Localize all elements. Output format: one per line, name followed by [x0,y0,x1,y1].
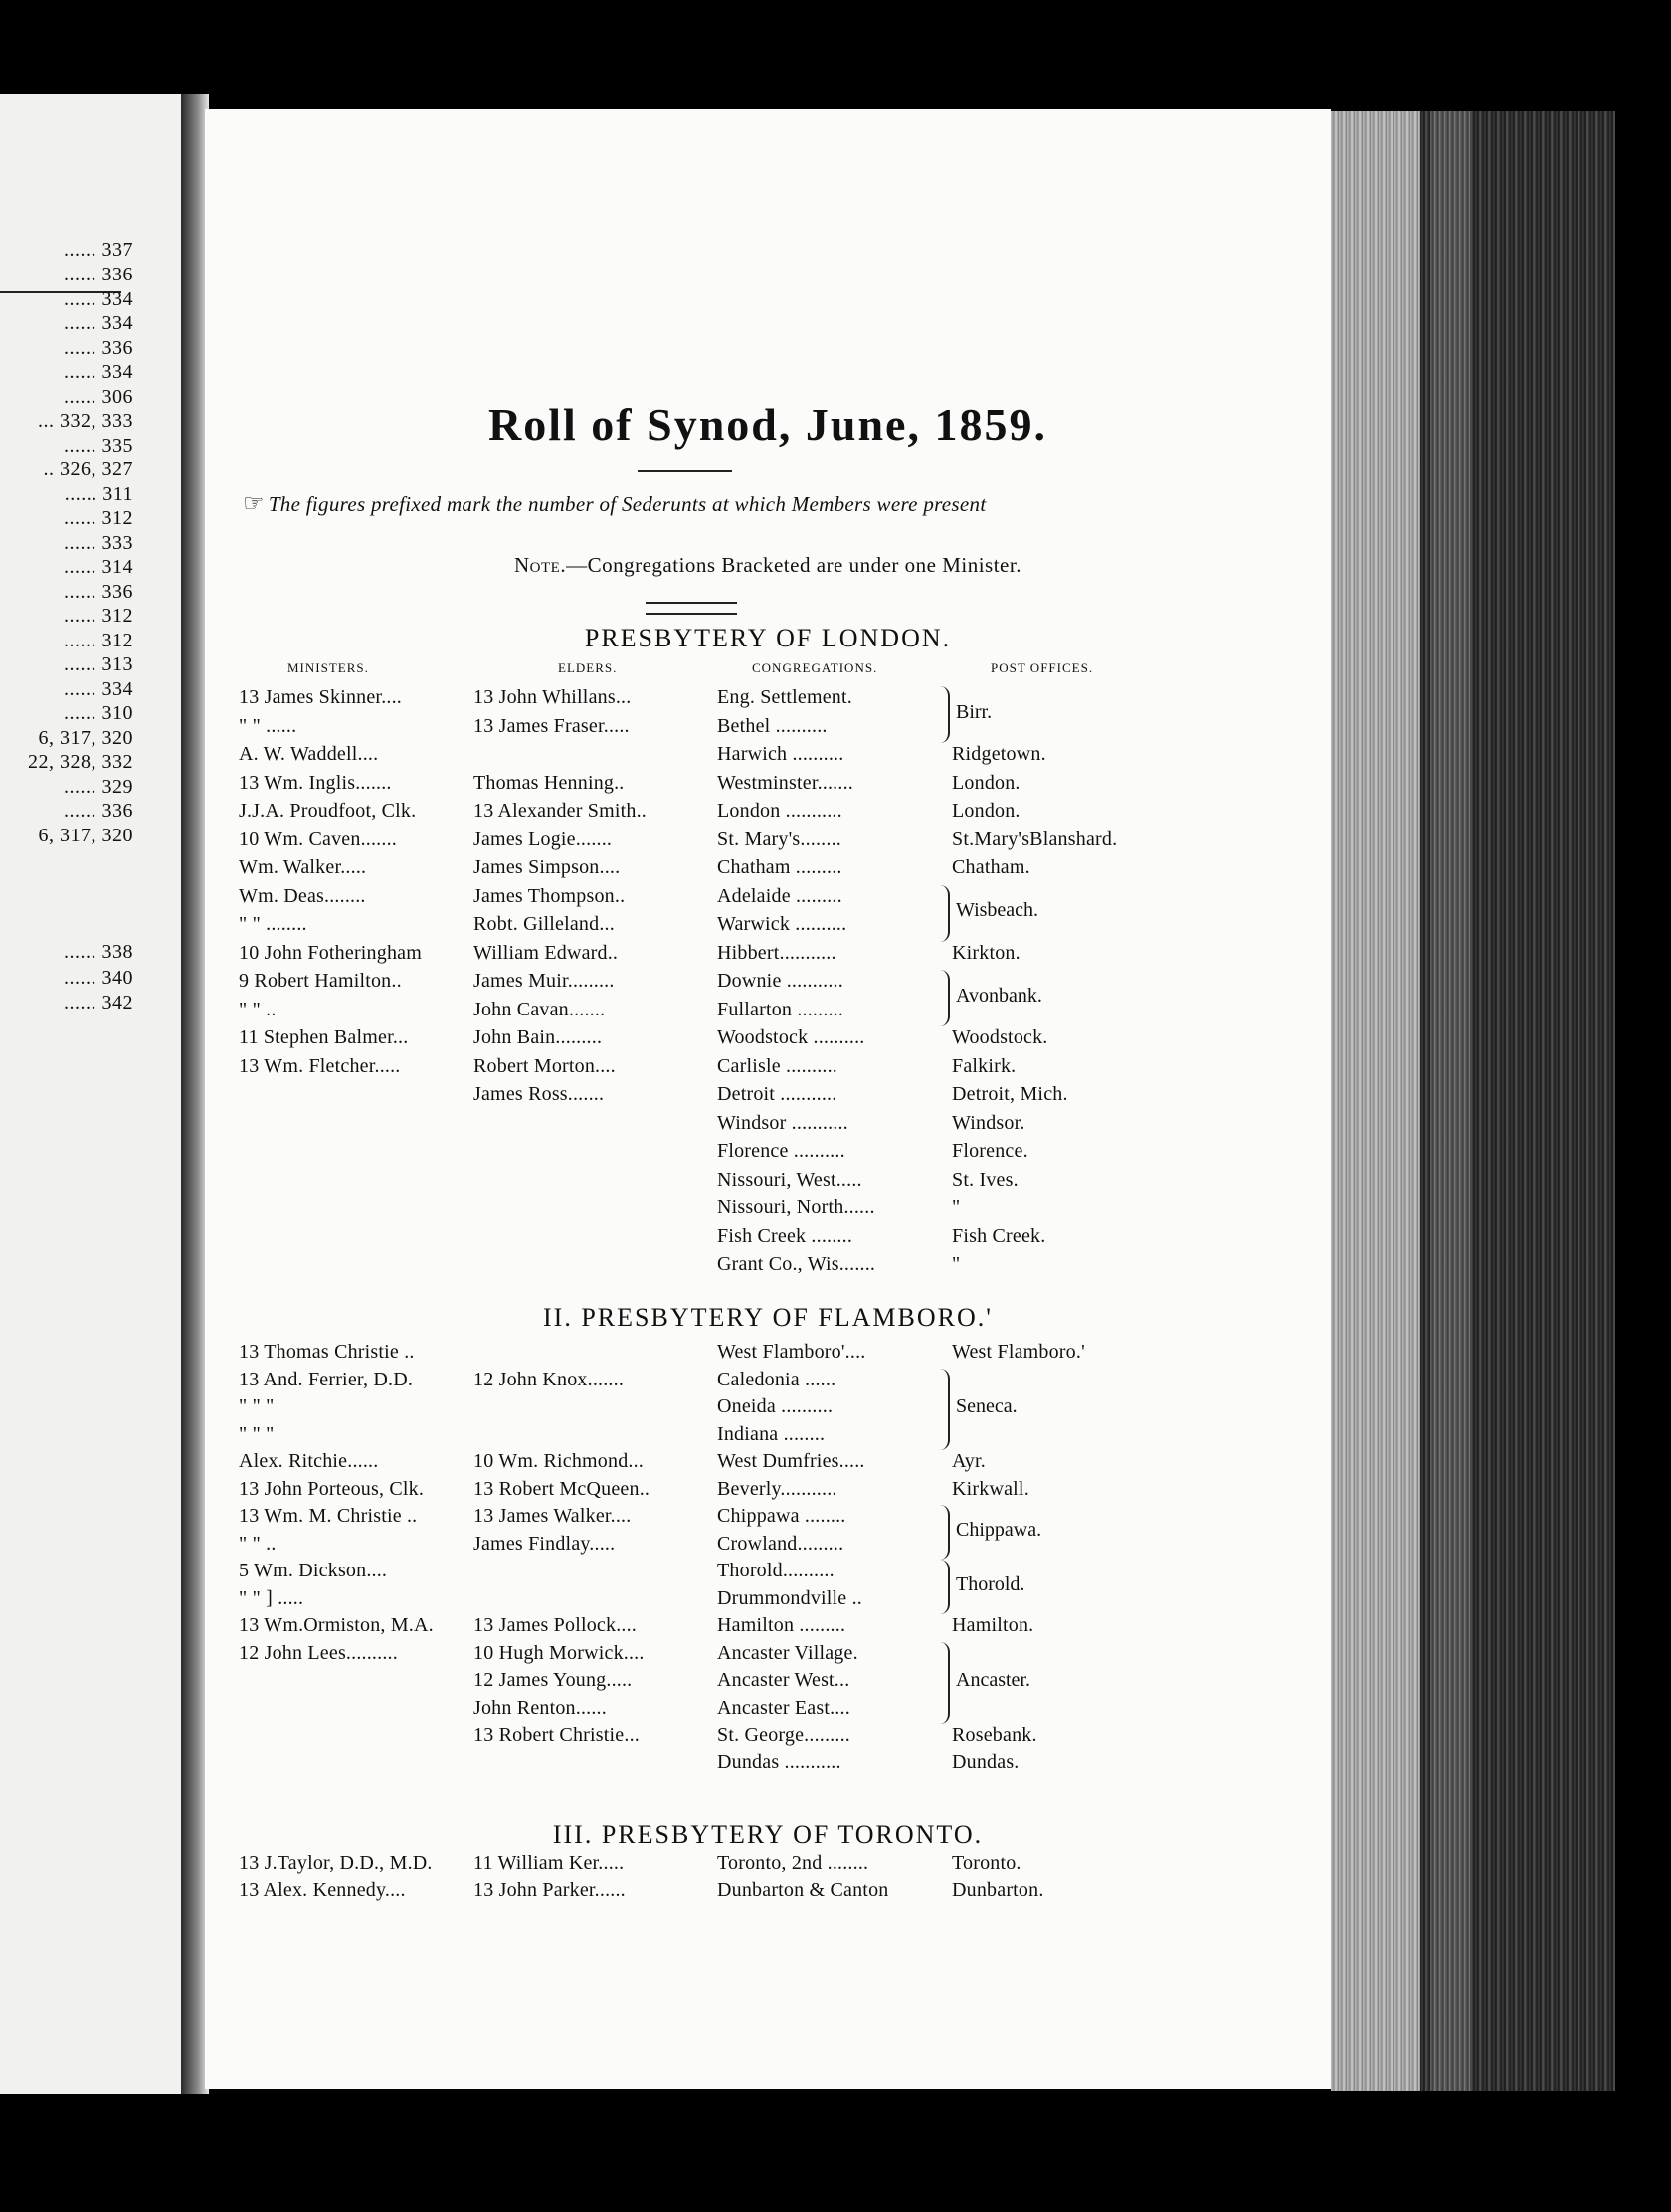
post-office-cell: London. [952,771,1021,794]
congregation-brace [934,1505,950,1560]
index-row: ...... 329 [64,776,133,798]
elder-cell: William Edward.. [473,941,619,964]
index-row: ...... 334 [64,678,133,700]
roll-row [205,1369,1331,1398]
congregation-brace [934,1560,950,1614]
minister-cell: " " " [239,1422,275,1445]
elder-cell: 10 Wm. Richmond... [473,1450,645,1472]
post-office-cell: Fish Creek. [952,1224,1046,1247]
heading-rule [646,602,737,604]
roll-row [205,1225,1331,1255]
minister-cell: A. W. Waddell.... [239,743,379,765]
roll-row [205,1140,1331,1170]
minister-cell: 10 John Fotheringham [239,941,422,964]
roll-row [205,1083,1331,1113]
congregation-cell: Detroit ........... [717,1083,837,1105]
congregation-cell: Caledonia ...... [717,1368,836,1390]
post-office-cell: Kirkton. [952,941,1021,964]
index-row: ...... 336 [64,581,133,603]
roll-row [205,772,1331,802]
roll-row [205,1478,1331,1508]
congregation-cell: Indiana ........ [717,1422,826,1445]
elder-cell: Robt. Gilleland... [473,913,615,935]
congregation-cell: Nissouri, North...... [717,1197,875,1218]
congregation-cell: Harwich .......... [717,743,844,765]
roll-row [205,1253,1331,1283]
column-header-ministers: MINISTERS. [287,660,369,675]
congregation-cell: Hibbert........... [717,941,836,964]
index-row: ...... 338 [64,941,133,963]
minister-cell: " " ] ..... [239,1586,304,1609]
index-row: ...... 314 [64,556,133,578]
facing-page [0,94,181,2094]
index-row: ...... 312 [64,507,133,529]
congregation-cell: Dundas ........... [717,1751,841,1773]
index-row: ...... 337 [64,239,133,261]
roll-row [205,1642,1331,1672]
congregation-cell: St. George......... [717,1724,850,1746]
minister-cell: 13 Thomas Christie .. [239,1341,415,1363]
post-office-cell: Windsor. [952,1111,1025,1134]
roll-row [205,829,1331,858]
index-row: ...... 334 [64,361,133,383]
minister-cell: " " ...... [239,714,297,737]
roll-row [205,1587,1331,1617]
index-row: ...... 334 [64,288,133,310]
index-row: ... 332, 333 [38,410,133,432]
minister-cell: Wm. Walker..... [239,856,367,878]
congregation-brace [934,1642,950,1725]
congregation-cell: London ........... [717,800,842,822]
bracketed-post-office: Avonbank. [956,984,1042,1007]
roll-row [205,715,1331,745]
roll-row [205,1505,1331,1535]
congregation-cell: Crowland......... [717,1532,844,1555]
post-office-cell: St. Ives. [952,1168,1019,1191]
title-rule [638,470,732,472]
elder-cell: 13 James Fraser..... [473,714,630,737]
congregation-cell: Downie ........... [717,970,843,992]
post-office-cell: London. [952,800,1021,822]
elder-cell: 11 William Ker..... [473,1852,625,1874]
congregation-cell: Eng. Settlement. [717,686,852,708]
congregation-cell: Drummondville .. [717,1586,862,1609]
minister-cell: 13 J.Taylor, D.D., M.D. [239,1852,433,1874]
congregation-cell: Grant Co., Wis....... [717,1253,876,1275]
roll-row [205,1669,1331,1699]
roll-row [205,686,1331,716]
minister-cell: " " ........ [239,913,307,935]
index-row: ...... 336 [64,264,133,285]
elder-cell: 12 John Knox....... [473,1368,625,1390]
elder-cell: John Cavan....... [473,998,606,1020]
index-row: ...... 311 [64,483,133,505]
minister-cell: 12 John Lees.......... [239,1641,398,1664]
congregation-cell: Ancaster West... [717,1669,850,1691]
bracketed-post-office: Birr. [956,700,993,723]
roll-row [205,1533,1331,1563]
index-row: .. 326, 327 [43,459,133,480]
post-office-cell: Ridgetown. [952,743,1046,765]
congregation-brace [934,885,950,942]
roll-row [205,1395,1331,1425]
roll-row [205,1751,1331,1781]
elder-cell: 13 John Whillans... [473,686,632,708]
minister-cell: 9 Robert Hamilton.. [239,970,402,992]
roll-page [205,109,1331,2089]
index-row: 6, 317, 320 [38,825,133,846]
index-row: ...... 336 [64,337,133,359]
bracket-note-label: Note. [514,553,567,577]
bracketed-post-office: Ancaster. [956,1668,1030,1691]
congregation-cell: Florence .......... [717,1140,845,1162]
congregation-cell: Hamilton ......... [717,1614,846,1636]
column-header-congregations: CONGREGATIONS. [752,660,878,675]
post-office-cell: Chatham. [952,856,1030,878]
presbytery-heading: III. PRESBYTERY OF TORONTO. [552,1820,984,1849]
post-office-cell: Florence. [952,1140,1028,1162]
minister-cell: 13 Wm. Inglis....... [239,771,392,794]
elder-cell: 10 Hugh Morwick.... [473,1641,645,1664]
roll-row [205,1112,1331,1142]
congregation-brace [934,686,950,743]
index-row: ...... 312 [64,630,133,651]
elder-cell: Thomas Henning.. [473,771,625,794]
minister-cell: " " " [239,1395,275,1417]
minister-cell: Alex. Ritchie...... [239,1450,379,1472]
post-office-cell: Dundas. [952,1751,1020,1773]
pointing-hand-icon: ☞ [243,491,265,517]
index-row: ...... 313 [64,653,133,675]
congregation-cell: Westminster....... [717,771,853,794]
roll-row [205,1560,1331,1589]
elder-cell: 13 Alexander Smith.. [473,800,647,822]
page-edges [1331,111,1615,2091]
note-rule [646,613,737,615]
index-row: 6, 317, 320 [38,727,133,749]
post-office-cell: Dunbarton. [952,1879,1044,1901]
presbytery-heading: PRESBYTERY OF LONDON. [584,624,952,652]
figures-note-text: The figures prefixed mark the number of Sederunts at which Members were present [268,492,987,516]
elder-cell: James Ross....... [473,1083,605,1105]
post-office-cell: Hamilton. [952,1614,1034,1636]
elder-cell: John Renton...... [473,1696,607,1719]
minister-cell: " " .. [239,998,277,1020]
index-row: ...... 310 [64,702,133,724]
post-office-cell: Falkirk. [952,1054,1017,1077]
congregation-cell: Oneida .......... [717,1395,834,1417]
congregation-cell: Warwick .......... [717,913,847,935]
elder-cell: 13 James Pollock.... [473,1614,637,1636]
congregation-cell: Beverly........... [717,1477,837,1500]
minister-cell: Wm. Deas........ [239,884,366,907]
bracket-note [205,553,1331,578]
roll-row [205,885,1331,915]
minister-cell: 11 Stephen Balmer... [239,1026,409,1048]
elder-cell: 13 James Walker.... [473,1505,632,1527]
index-row: ...... 312 [64,605,133,627]
roll-row [205,1724,1331,1753]
elder-cell: 13 John Parker...... [473,1879,626,1901]
elder-cell: James Logie....... [473,828,613,850]
congregation-cell: Ancaster East.... [717,1696,850,1719]
congregation-cell: Adelaide ......... [717,884,842,907]
index-row: ...... 335 [64,435,133,457]
index-row: ...... 340 [64,967,133,989]
roll-row [205,1697,1331,1727]
index-row: ...... 336 [64,800,133,822]
roll-row [205,1169,1331,1198]
minister-cell: 13 Alex. Kennedy.... [239,1879,406,1901]
column-header-elders: ELDERS. [558,660,618,675]
minister-cell: 10 Wm. Caven....... [239,828,397,850]
column-header-post-offices: POST OFFICES. [991,660,1094,675]
roll-row [205,1055,1331,1085]
congregation-cell: Woodstock .......... [717,1026,865,1048]
minister-cell: 13 Wm. M. Christie .. [239,1505,418,1527]
minister-cell: J.J.A. Proudfoot, Clk. [239,800,417,822]
roll-row [205,1026,1331,1056]
minister-cell: 13 Wm.Ormiston, M.A. [239,1614,434,1636]
bracketed-post-office: Thorold. [956,1572,1025,1595]
congregation-cell: Fullarton ......... [717,998,844,1020]
post-office-cell: Detroit, Mich. [952,1083,1068,1105]
elder-cell: 12 James Young..... [473,1669,633,1691]
minister-cell: 13 John Porteous, Clk. [239,1477,425,1500]
roll-row [205,1450,1331,1480]
index-row: 22, 328, 332 [28,751,133,773]
roll-row [205,800,1331,830]
post-office-cell: Toronto. [952,1852,1021,1874]
page-edges-mid [1430,111,1470,2091]
roll-row [205,970,1331,1000]
minister-cell: 13 James Skinner.... [239,686,402,708]
roll-row [205,1197,1331,1226]
elder-cell: 13 Robert McQueen.. [473,1477,650,1500]
elder-cell: James Simpson.... [473,856,621,878]
bracketed-post-office: Chippawa. [956,1518,1042,1541]
minister-cell: " " .. [239,1532,277,1555]
elder-cell: Robert Morton.... [473,1054,616,1077]
elder-cell: John Bain......... [473,1026,603,1048]
congregation-cell: Chatham ......... [717,856,842,878]
elder-cell: James Thompson.. [473,884,626,907]
page-title: Roll of Synod, June, 1859. [488,399,1047,450]
roll-row [205,1423,1331,1453]
roll-row [205,743,1331,773]
congregation-cell: Bethel .......... [717,714,828,737]
roll-row [205,1614,1331,1644]
post-office-cell: " [952,1253,961,1275]
roll-row [205,999,1331,1028]
roll-row [205,856,1331,886]
bracket-note-text: —Congregations Bracketed are under one Minister. [566,553,1021,577]
minister-cell: 13 And. Ferrier, D.D. [239,1368,414,1390]
congregation-cell: St. Mary's........ [717,828,841,850]
roll-row [205,1879,1331,1909]
post-office-cell: St.Mary'sBlanshard. [952,828,1118,850]
congregation-cell: Fish Creek ........ [717,1224,853,1247]
bracketed-post-office: Seneca. [956,1394,1018,1417]
minister-cell: 5 Wm. Dickson.... [239,1560,388,1581]
elder-cell: James Muir......... [473,970,615,992]
post-office-cell: West Flamboro.' [952,1341,1085,1363]
elder-cell: 13 Robert Christie... [473,1724,640,1746]
figures-note [243,489,986,518]
page-edges-light [1331,111,1420,2091]
bracketed-post-office: Wisbeach. [956,899,1039,921]
congregation-cell: Chippawa ........ [717,1505,846,1527]
congregation-cell: Dunbarton & Canton [717,1879,889,1901]
elder-cell: James Findlay..... [473,1532,616,1555]
roll-row [205,1852,1331,1882]
index-row: ...... 306 [64,386,133,408]
roll-row [205,942,1331,972]
index-row: ...... 333 [64,532,133,554]
congregation-cell: West Flamboro'.... [717,1341,866,1363]
congregation-brace [934,970,950,1026]
congregation-cell: Windsor ........... [717,1111,848,1134]
congregation-cell: Carlisle .......... [717,1054,838,1077]
minister-cell: 13 Wm. Fletcher..... [239,1054,401,1077]
post-office-cell: " [952,1197,961,1218]
congregation-cell: Toronto, 2nd ........ [717,1852,869,1874]
roll-row [205,913,1331,943]
post-office-cell: Rosebank. [952,1724,1037,1746]
congregation-cell: Thorold.......... [717,1560,835,1581]
post-office-cell: Ayr. [952,1450,986,1472]
congregation-cell: West Dumfries..... [717,1450,865,1472]
post-office-cell: Kirkwall. [952,1477,1029,1500]
congregation-brace [934,1369,950,1451]
post-office-cell: Woodstock. [952,1026,1048,1048]
index-row: ...... 342 [64,992,133,1014]
congregation-cell: Nissouri, West..... [717,1168,862,1191]
roll-row [205,1341,1331,1371]
congregation-cell: Ancaster Village. [717,1641,858,1664]
index-row: ...... 334 [64,312,133,334]
presbytery-heading: II. PRESBYTERY OF FLAMBORO.' [543,1303,993,1332]
